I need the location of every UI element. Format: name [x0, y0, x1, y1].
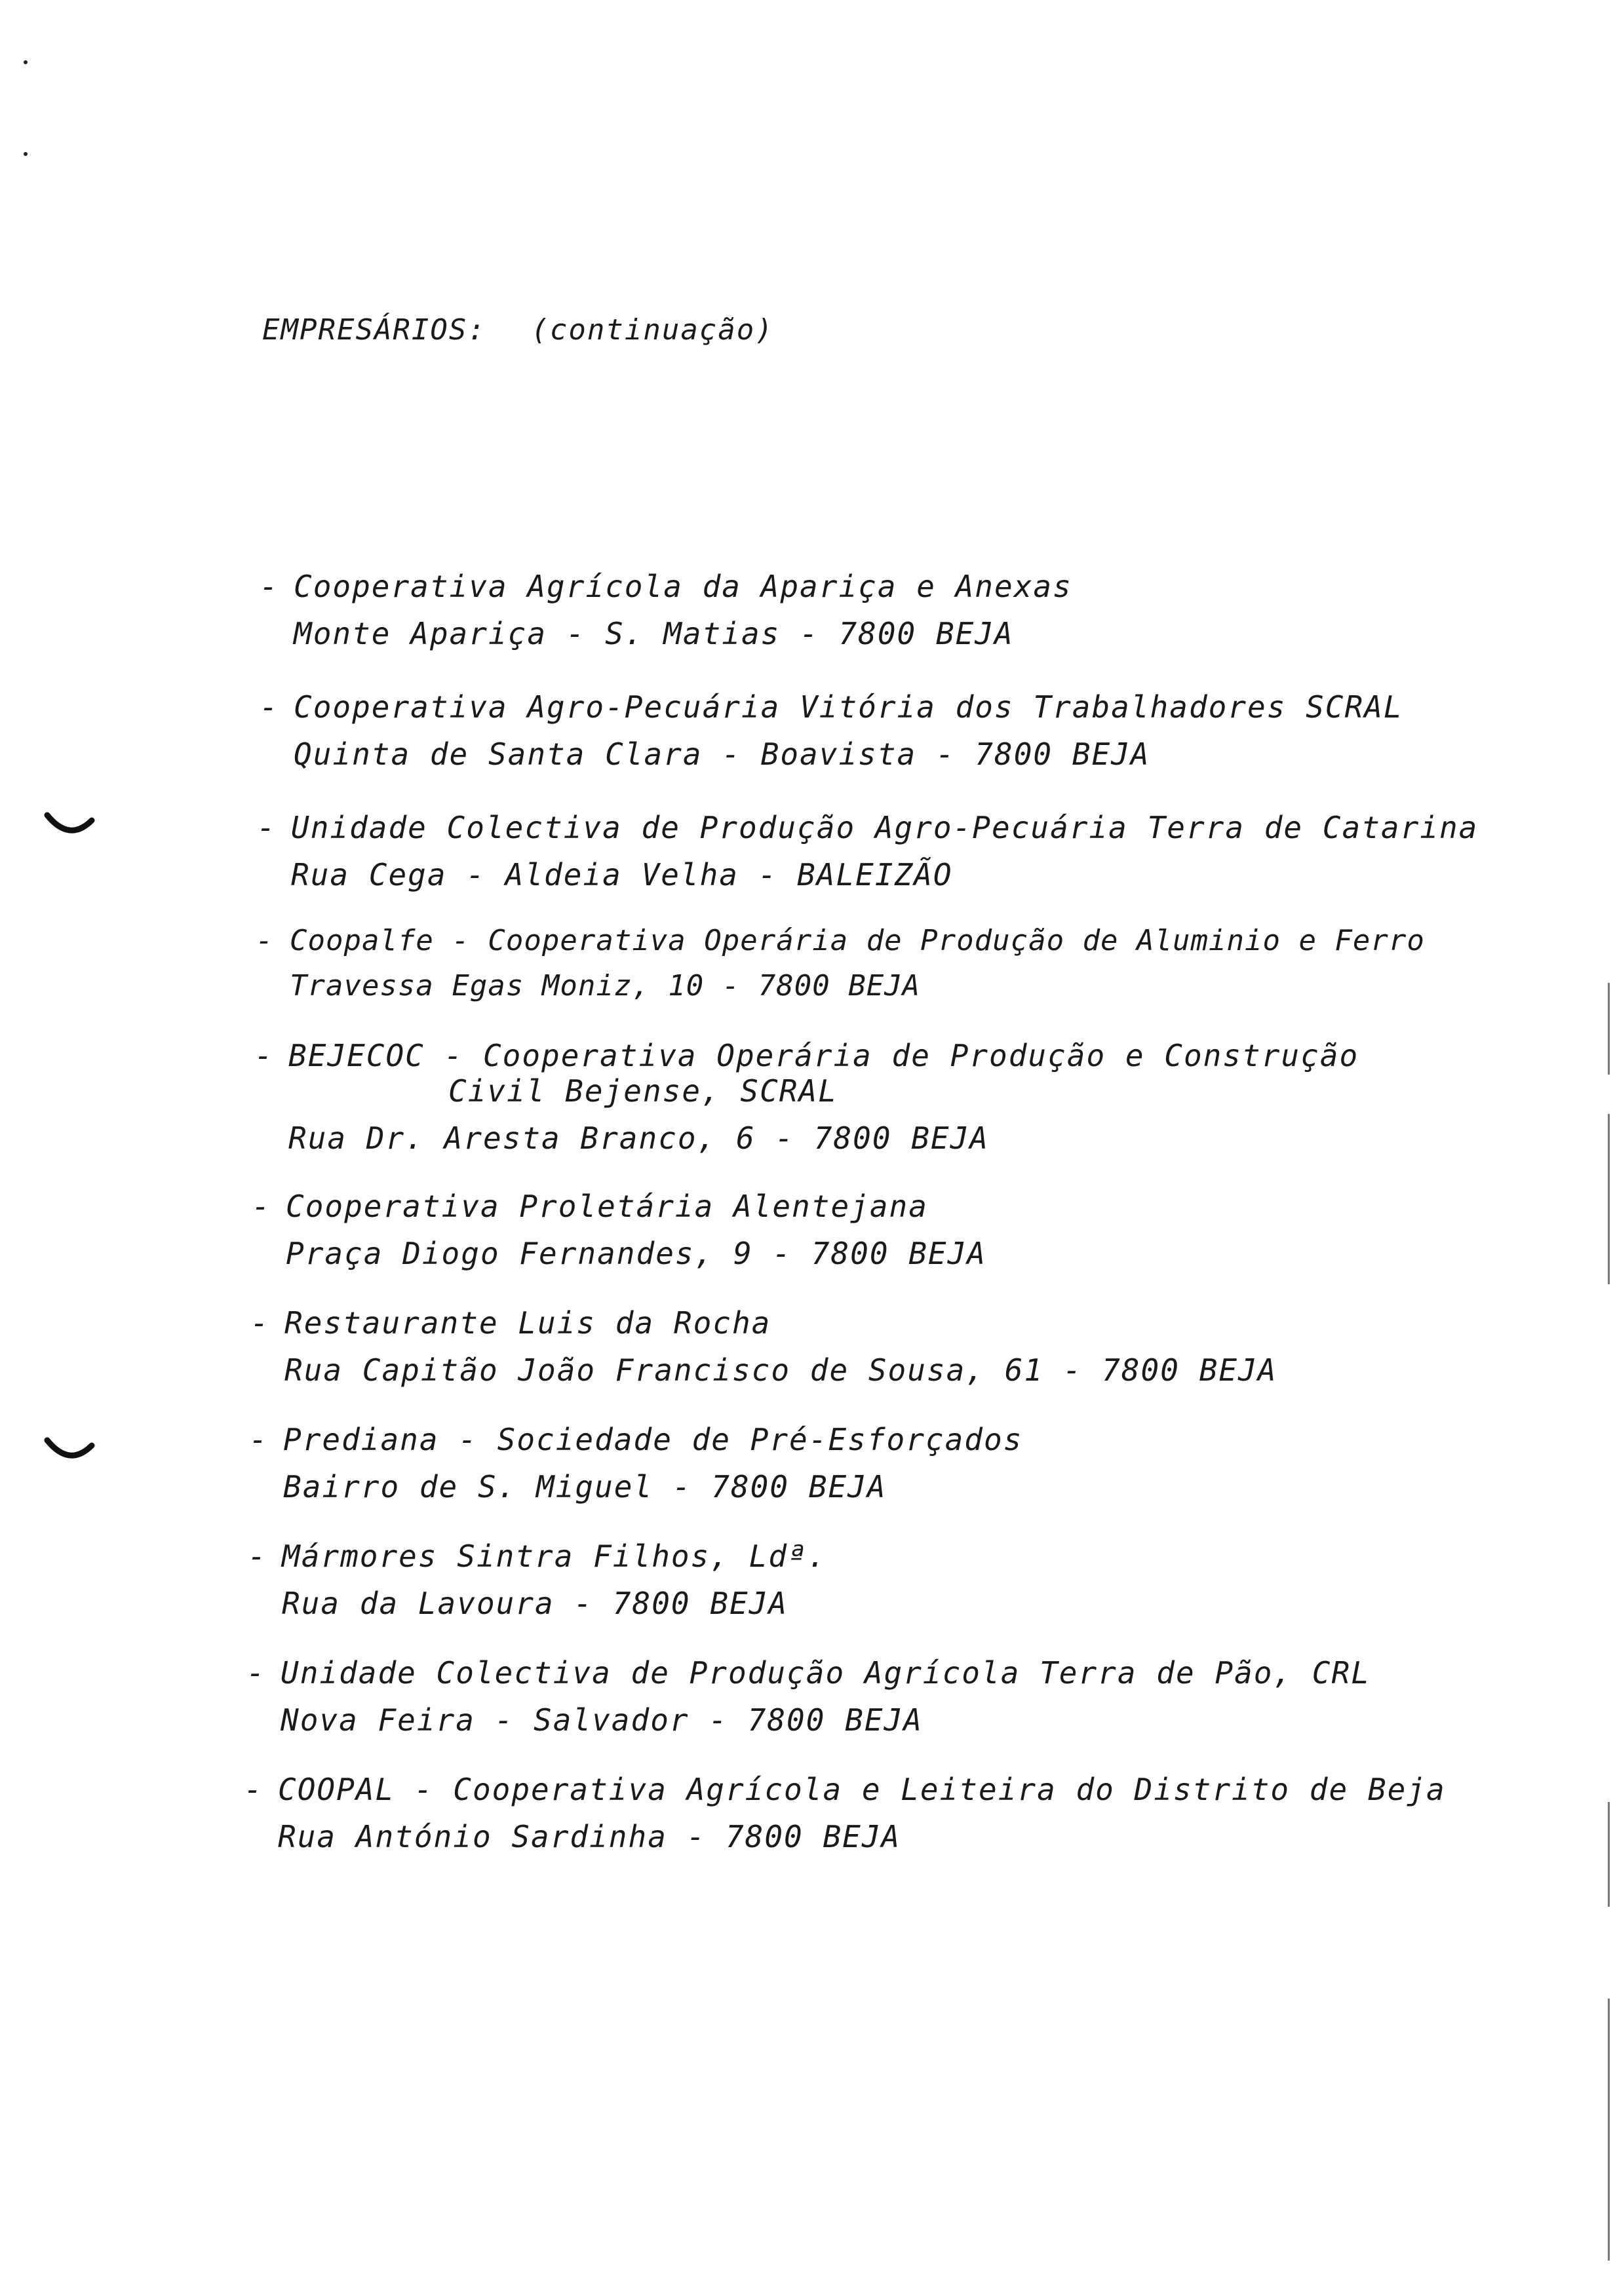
- scan-edge-line: [1608, 1114, 1610, 1284]
- company-name: Mármores Sintra Filhos, Ldª.: [282, 1539, 827, 1574]
- company-address: Quinta de Santa Clara - Boavista - 7800 BEJA: [294, 737, 1150, 772]
- company-name: Unidade Colectiva de Produção Agrícola Terra de Pão, CRL: [281, 1655, 1371, 1691]
- company-address: Praça Diogo Fernandes, 9 - 7800 BEJA: [286, 1236, 986, 1271]
- company-name: Cooperativa Proletária Alentejana: [286, 1189, 928, 1224]
- company-address: Rua Capitão João Francisco de Sousa, 61 - 7800 BEJA: [284, 1352, 1277, 1388]
- list-item: - Cooperativa Agrícola da Apariça e Anexas Monte Apariça - S. Matias - 7800 BEJA: [260, 569, 1072, 651]
- scan-edge-line: [1608, 1999, 1610, 2261]
- speck-mark: [24, 152, 28, 156]
- list-item: - Cooperativa Agro-Pecuária Vitória dos Trabalhadores SCRAL Quinta de Santa Clara - Boavista - 7800 BEJA: [260, 689, 1403, 772]
- company-address: Rua da Lavoura - 7800 BEJA: [282, 1586, 788, 1621]
- list-item: - Restaurante Luis da Rocha Rua Capitão João Francisco de Sousa, 61 - 7800 BEJA: [250, 1305, 1277, 1388]
- company-name: Prediana - Sociedade de Pré-Esforçados: [283, 1422, 1023, 1457]
- company-name: COOPAL - Cooperativa Agrícola e Leiteira do Distrito de Beja: [278, 1772, 1446, 1807]
- list-item: - Unidade Colectiva de Produção Agrícola Terra de Pão, CRL Nova Feira - Salvador - 7800 BEJA: [246, 1655, 1371, 1738]
- heading-title: EMPRESÁRIOS:: [262, 313, 486, 347]
- company-address: Travessa Egas Moniz, 10 - 7800 BEJA: [290, 969, 921, 1003]
- list-item: - Mármores Sintra Filhos, Ldª. Rua da Lavoura - 7800 BEJA: [248, 1539, 827, 1621]
- company-name: Cooperativa Agro-Pecuária Vitória dos Trabalhadores SCRAL: [294, 689, 1403, 725]
- company-name: Unidade Colectiva de Produção Agro-Pecuária Terra de Catarina: [291, 810, 1479, 845]
- punch-hole-mark: [43, 810, 96, 843]
- list-item: - BEJECOC - Cooperativa Operária de Produção e Construção Civil Bejense, SCRAL Rua Dr. Aresta Branco, 6 - 7800 BEJA: [254, 1038, 1359, 1156]
- company-address: Bairro de S. Miguel - 7800 BEJA: [283, 1469, 887, 1504]
- list-item: - Unidade Colectiva de Produção Agro-Pecuária Terra de Catarina Rua Cega - Aldeia Velha - BALEIZÃO: [257, 810, 1479, 892]
- company-address: Rua Cega - Aldeia Velha - BALEIZÃO: [291, 857, 953, 892]
- company-address: Monte Apariça - S. Matias - 7800 BEJA: [294, 616, 1014, 651]
- company-name: Coopalfe - Cooperativa Operária de Produção de Aluminio e Ferro: [290, 924, 1425, 957]
- list-item: - Cooperativa Proletária Alentejana Praça Diogo Fernandes, 9 - 7800 BEJA: [252, 1189, 986, 1271]
- section-heading: [262, 313, 774, 347]
- list-item: - Coopalfe - Cooperativa Operária de Produção de Aluminio e Ferro Travessa Egas Moniz, 10 - 7800 BEJA: [256, 924, 1425, 1003]
- company-name: Restaurante Luis da Rocha: [284, 1305, 771, 1341]
- speck-mark: [24, 60, 28, 64]
- punch-hole-mark: [43, 1435, 96, 1468]
- company-name: BEJECOC - Cooperativa Operária de Produção e Construção: [288, 1038, 1359, 1073]
- list-item: - Prediana - Sociedade de Pré-Esforçados Bairro de S. Miguel - 7800 BEJA: [249, 1422, 1023, 1504]
- scan-edge-line: [1608, 1802, 1610, 1907]
- company-address: Rua António Sardinha - 7800 BEJA: [278, 1819, 901, 1854]
- heading-note: (continuação): [531, 313, 774, 347]
- scan-edge-line: [1608, 983, 1610, 1075]
- list-item: - COOPAL - Cooperativa Agrícola e Leiteira do Distrito de Beja Rua António Sardinha - 7800 BEJA: [244, 1772, 1446, 1854]
- company-address: Rua Dr. Aresta Branco, 6 - 7800 BEJA: [288, 1120, 989, 1156]
- company-name-continuation: Civil Bejense, SCRAL: [448, 1073, 838, 1109]
- company-name: Cooperativa Agrícola da Apariça e Anexas: [294, 569, 1072, 604]
- company-address: Nova Feira - Salvador - 7800 BEJA: [281, 1702, 923, 1738]
